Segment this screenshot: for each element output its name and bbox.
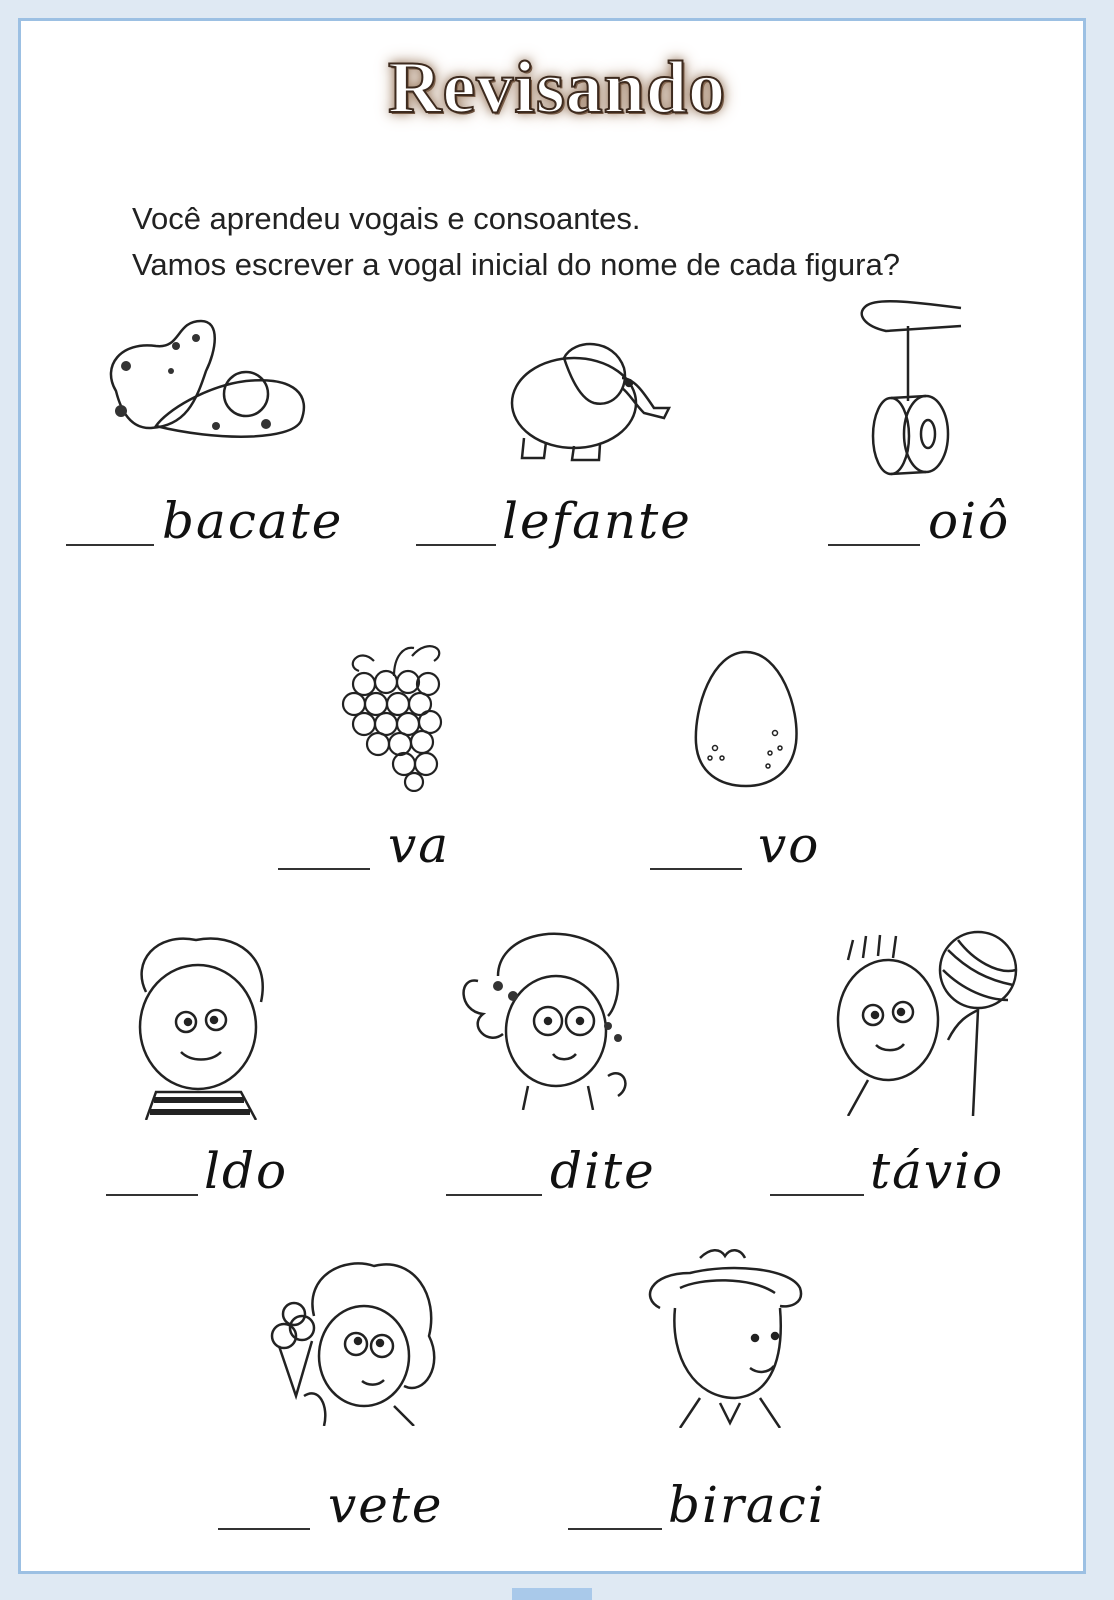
yoyo-icon: [846, 296, 970, 482]
answer-blank[interactable]: [106, 1194, 198, 1196]
girl-glasses-icon: [458, 926, 638, 1110]
answer-blank[interactable]: [568, 1528, 662, 1530]
word-item-1: [66, 486, 396, 556]
answer-blank[interactable]: [650, 868, 742, 870]
word-fragment: dite: [550, 1142, 656, 1200]
answer-blank[interactable]: [446, 1194, 542, 1196]
word-fragment: oiô: [928, 492, 1011, 550]
word-item-9: [218, 1470, 458, 1540]
boy-ball-icon: [828, 930, 1028, 1116]
avocado-icon: [96, 316, 316, 446]
word-fragment: vo: [758, 816, 821, 874]
answer-blank[interactable]: [278, 868, 370, 870]
word-fragment: biraci: [668, 1476, 826, 1534]
page-tab: [512, 1588, 592, 1600]
word-fragment: ldo: [204, 1142, 289, 1200]
word-item-2: [416, 486, 736, 556]
boy-striped-shirt-icon: [126, 932, 276, 1120]
page-title: Revisando: [388, 47, 726, 129]
answer-blank[interactable]: [66, 544, 154, 546]
instruction-line-1: Você aprendeu vogais e consoantes.: [132, 201, 641, 236]
word-item-5: [650, 810, 870, 880]
answer-blank[interactable]: [770, 1194, 864, 1196]
word-item-3: [828, 486, 1058, 556]
grapes-icon: [334, 636, 450, 792]
elephant-icon: [504, 338, 674, 463]
word-fragment: lefante: [502, 492, 692, 550]
word-item-4: [278, 810, 498, 880]
answer-blank[interactable]: [416, 544, 496, 546]
instruction-line-2: Vamos escrever a vogal inicial do nome de cada figura?: [132, 247, 900, 282]
instructions: [132, 196, 900, 288]
word-item-8: [770, 1136, 1040, 1206]
boy-hat-icon: [640, 1248, 810, 1428]
egg-icon: [690, 648, 802, 790]
word-item-7: [446, 1136, 676, 1206]
answer-blank[interactable]: [218, 1528, 310, 1530]
word-item-10: [568, 1470, 878, 1540]
word-fragment: távio: [870, 1142, 1005, 1200]
answer-blank[interactable]: [828, 544, 920, 546]
word-item-6: [106, 1136, 326, 1206]
word-fragment: va: [388, 816, 451, 874]
word-fragment: bacate: [162, 492, 344, 550]
girl-ice-cream-icon: [264, 1256, 444, 1426]
word-fragment: vete: [328, 1476, 444, 1534]
